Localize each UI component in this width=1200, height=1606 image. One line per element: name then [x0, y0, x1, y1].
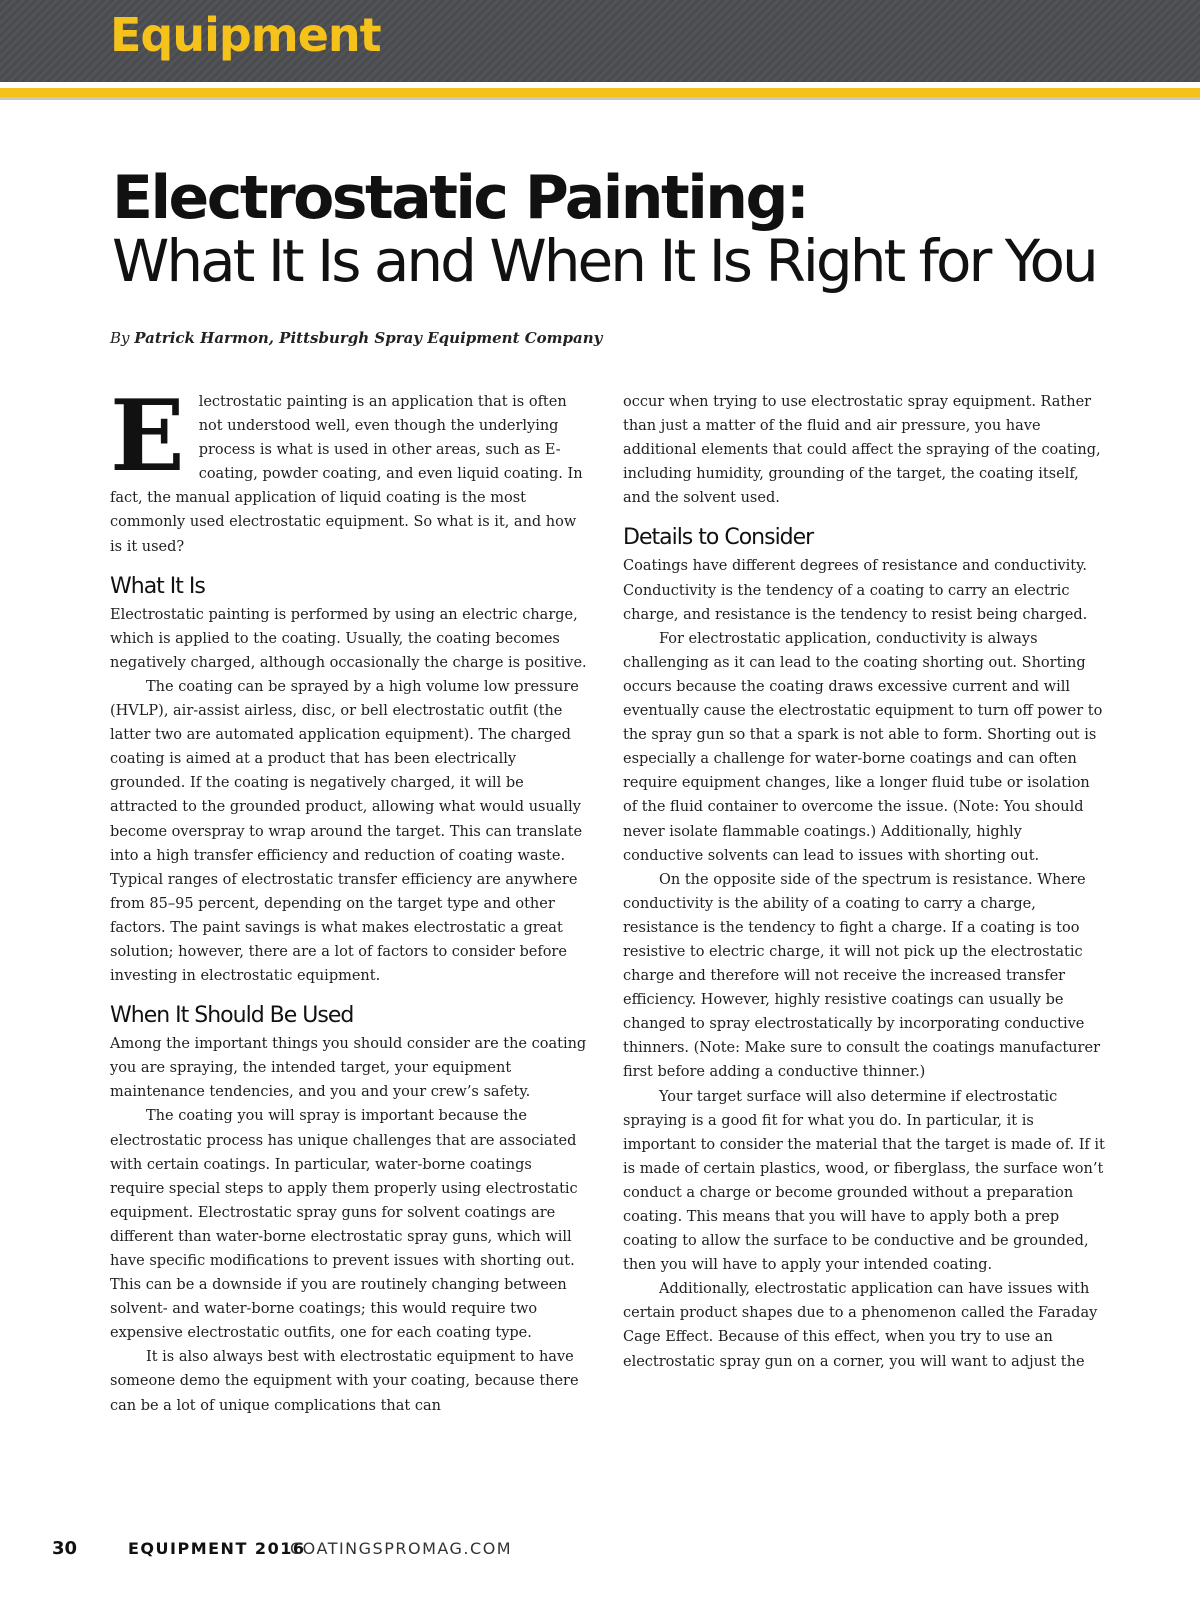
- byline-prefix: By: [110, 329, 130, 347]
- article-subtitle: What It Is and When It Is Right for You: [112, 227, 1096, 295]
- paragraph: The coating can be sprayed by a high volume low pressure (HVLP), air-assist airless, disc, or bell electrostatic outfit (the latter two are automated application equipment). The charged coating is aimed at a product that has been electrically grounded. If the coating is negatively charged, it will be attracted to the grounded product, allowing what would usually become overspray to wrap around the target. This can translate into a high transfer efficiency and reduction of coating waste. Typical ranges of electrostatic transfer efficiency are anywhere from 85–95 percent, depending on the target type and other factors. The paint savings is what makes electrostatic a great solution; however, there are a lot of factors to consider before investing in electrostatic equipment.: [110, 678, 583, 985]
- article-title: Electrostatic Painting:: [112, 163, 808, 233]
- paragraph: Electrostatic painting is performed by using an electric charge, which is applied to the coating. Usually, the coating becomes negatively charged, although occasionally the charge is positive.: [110, 606, 587, 671]
- paragraph: The coating you will spray is important because the electrostatic process has unique challenges that are associated with certain coatings. In particular, water-borne coatings require special steps to apply them properly using electrostatic equipment. Electrostatic spray guns for solvent coatings are different than water-borne electrostatic spray guns, which will have specific modifications to prevent issues with shorting out. This can be a downside if you are routinely changing between solvent- and water-borne coatings; this would require two expensive electrostatic outfits, one for each coating type.: [110, 1108, 578, 1342]
- paragraph: Your target surface will also determine if electrostatic spraying is a good fit for what you do. In particular, it is important to consider the material that the target is made of. If it is made of certain plastics, wood, or fiberglass, the surface won’t conduct a charge or become grounded without a preparation coating. This means that you will have to apply both a prep coating to allow the surface to be conductive and be grounded, then you will have to apply your intended coating.: [623, 1088, 1105, 1274]
- heading-when-used: When It Should Be Used: [110, 1003, 354, 1029]
- paragraph: occur when trying to use electrostatic spray equipment. Rather than just a matter of the fluid and air pressure, you have additional elements that could affect the spraying of the coating, including humidity, grounding of the target, the coating itself, and the solvent used.: [623, 394, 1101, 507]
- paragraph: On the opposite side of the spectrum is resistance. Where conductivity is the ability of a coating to carry a charge, resistance is the tendency to fight a charge. If a coating is too resistive to electric charge, it will not pick up the electrostatic charge and therefore will not receive the increased transfer efficiency. However, highly resistive coatings can usually be changed to spray electrostatically by incorporating conductive thinners. (Note: Make sure to consult the coatings manufacturer first before adding a conductive thinner.): [623, 871, 1101, 1081]
- heading-what-it-is: What It Is: [110, 573, 205, 599]
- accent-rule: [0, 88, 1200, 97]
- paragraph: Additionally, electrostatic application can have issues with certain product shapes due to a phenomenon called the Faraday Cage Effect. Because of this effect, when you try to use an electrostatic spray gun on a corner, you will want to adjust the: [623, 1281, 1098, 1370]
- section-label: Equipment: [110, 8, 381, 62]
- paragraph: For electrostatic application, conductivity is always challenging as it can lead to the coating shorting out. Shorting occurs because the coating draws excessive current and will eventually cause the electrostatic equipment to turn off power to the spray gun so that a spark is not able to form. Shorting out is especially a challenge for water-borne coatings and can often require equipment changes, like a longer fluid tube or isolation of the fluid container to overcome the issue. (Note: You should never isolate flammable coatings.) Additionally, highly conductive solvents can lead to issues with shorting out.: [623, 630, 1103, 864]
- left-column: [110, 379, 590, 1418]
- heading-details: Details to Consider: [623, 525, 814, 551]
- paragraph: Coatings have different degrees of resistance and conductivity. Conductivity is the tendency of a coating to carry an electric charge, and resistance is the tendency to resist being charged.: [623, 558, 1088, 623]
- paragraph: It is also always best with electrostatic equipment to have someone demo the equipment with your coating, because there can be a lot of unique complications that can: [110, 1349, 579, 1414]
- site-link[interactable]: COATINGSPROMAG.COM: [290, 1539, 513, 1558]
- right-column: [623, 390, 1105, 1374]
- intro-paragraph: [110, 379, 590, 559]
- byline-author: Patrick Harmon, Pittsburgh Spray Equipment Company: [134, 329, 603, 347]
- byline: [110, 329, 602, 347]
- divider-rule: [0, 97, 1200, 100]
- intro-text: lectrostatic painting is an application that is often not understood well, even though the underlying process is what is used in other areas, such as E-coating, powder coating, and even liquid coating. In fact, the manual application of liquid coating is the most commonly used electrostatic equipment. So what is it, and how is it used?: [110, 394, 583, 555]
- page-number: 30: [52, 1538, 78, 1559]
- issue-label: EQUIPMENT 2016: [128, 1539, 306, 1558]
- paragraph: Among the important things you should consider are the coating you are spraying, the intended target, your equipment maintenance tendencies, and you and your crew’s safety.: [110, 1036, 587, 1101]
- drop-cap: E: [110, 379, 185, 494]
